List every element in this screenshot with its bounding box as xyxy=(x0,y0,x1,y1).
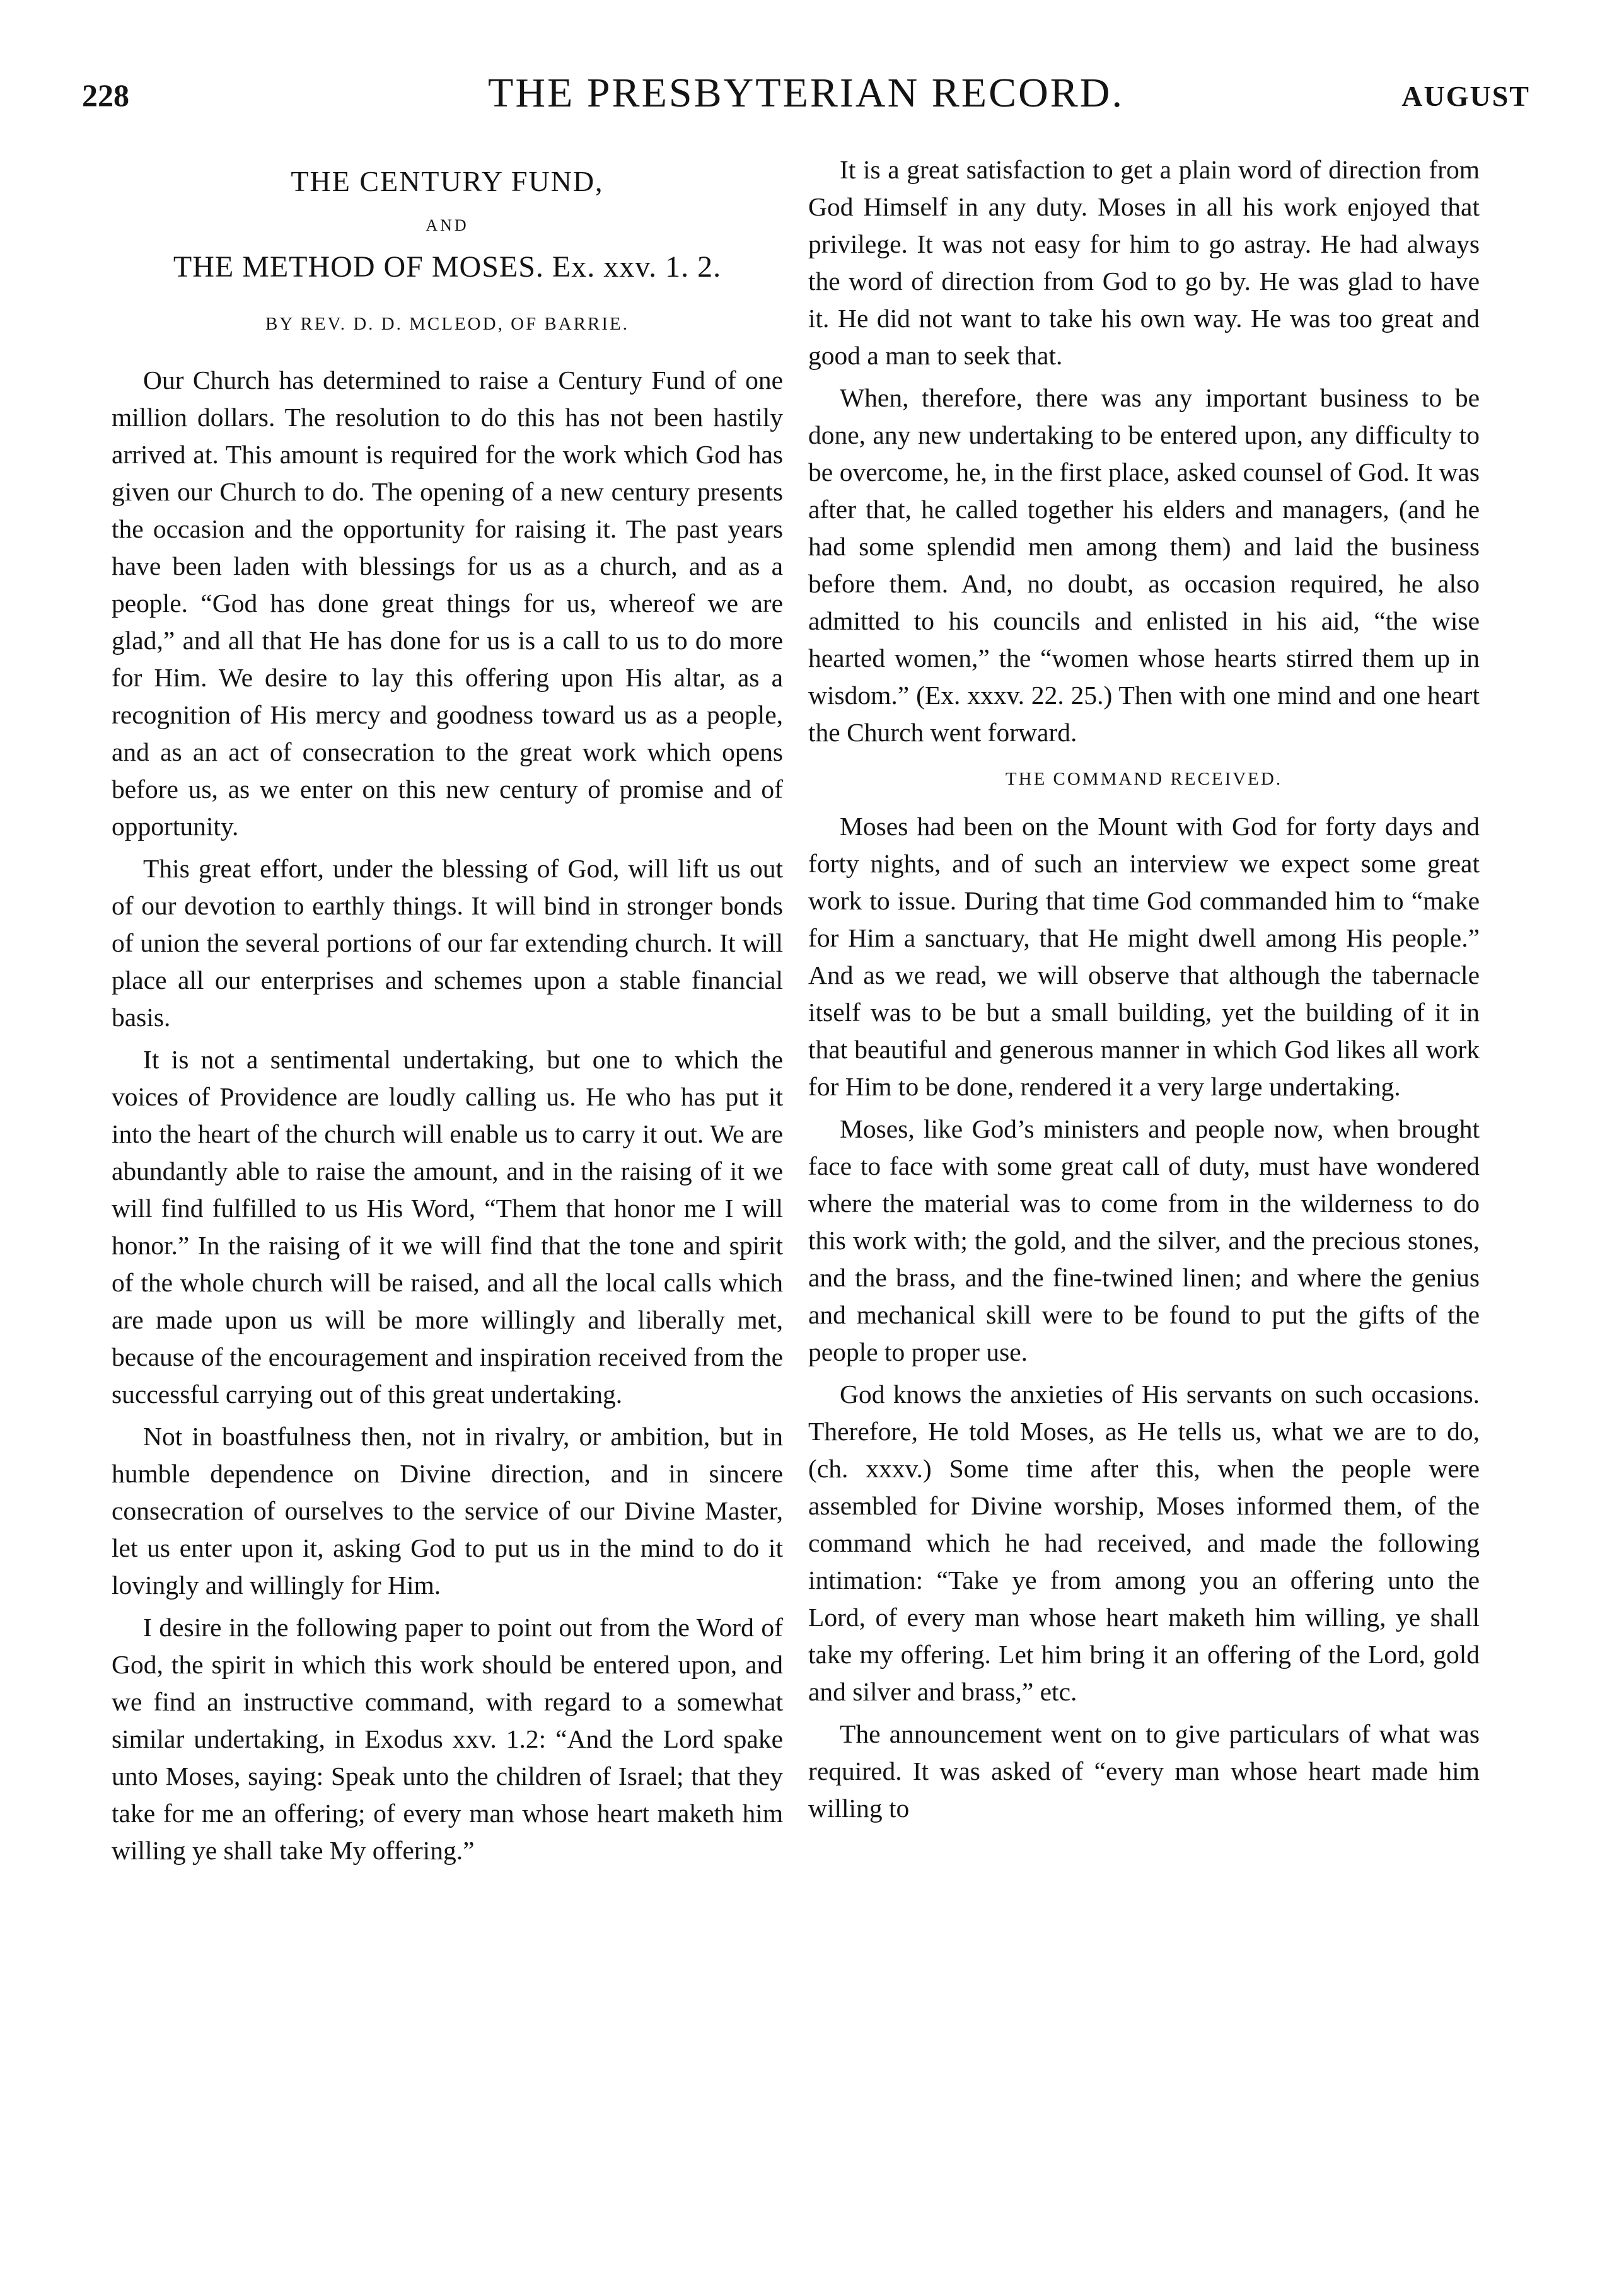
paragraph: When, therefore, there was any important business to be done, any new undertaking to be entered upon, any difficulty to be overcome, he, in the first place, asked counsel of God. It was after that, he called together his elders and managers, (and he had some splendid men among them) and laid the business before them. And, no doubt, as occasion required, he also admitted to his councils and enlisted in his aid, “the wise hearted women,” the “women whose hearts stirred them up in wisdom.” (Ex. xxxv. 22. 25.) Then with one mind and one heart the Church went forward. xyxy=(808,383,1480,747)
section-subheading: THE COMMAND RECEIVED. xyxy=(1005,769,1283,789)
article-title: THE CENTURY FUND, xyxy=(291,165,604,197)
paragraph: Moses, like God’s ministers and people now, when brought face to face with some great call of duty, must have wondered where the material was to come from in the wilderness to do this work with; the gold, and the silver, and the precious stones, and the brass, and the fine-twined linen; and where the genius and mechanical skill were to be found to put the gifts of the people to proper use. xyxy=(808,1114,1480,1366)
issue-month: AUGUST xyxy=(1401,80,1530,112)
article-title-conjunction: AND xyxy=(426,216,469,234)
paragraph: God knows the anxieties of His servants on such occasions. Therefore, He told Moses, as He tells us, what we are to do, (ch. xxxv.) Some time after this, when the people were assembled for Divine worship, Moses informed them, of the command which he had received, and made the following intimation: “Take ye from among you an offering unto the Lord, of every man whose heart maketh him willing, ye shall take my offering. Let him bring it an offering of the Lord, gold and silver and brass,” etc. xyxy=(808,1380,1480,1706)
paragraph: I desire in the following paper to point out from the Word of God, the spirit in which this work should be entered upon, and we find an instructive command, with regard to a somewhat similar undertaking, in Exodus xxv. 1.2: “And the Lord spake unto Moses, saying: Speak unto the children of Israel; that they take for me an offering; of every man whose heart maketh him willing ye shall take My offering.” xyxy=(112,1613,783,1865)
right-column xyxy=(808,151,1480,1832)
paragraph: Moses had been on the Mount with God for forty days and forty nights, and of such an interview we expect some great work to issue. During that time God commanded him to “make for Him a sanctuary, that He might dwell among His people.” And as we read, we will observe that although the tabernacle itself was to be but a small building, yet the building of it in that beautiful and generous manner in which God likes all work for Him to be done, rendered it a very large undertaking. xyxy=(808,812,1480,1101)
article-byline: BY REV. D. D. MCLEOD, OF BARRIE. xyxy=(265,314,629,334)
paragraph: This great effort, under the blessing of God, will lift us out of our devotion to earthly things. It will bind in stronger bonds of union the several portions of our far extending church. It will place all our enterprises and schemes upon a stable financial basis. xyxy=(112,854,783,1032)
paragraph: Our Church has determined to raise a Century Fund of one million dollars. The resolution to do this has not been hastily arrived at. This amount is required for the work which God has given our Church to do. The opening of a new century presents the occasion and the opportunity for raising it. The past years have been laden with blessings for us as a church, and as a people. “God has done great things for us, whereof we are glad,” and all that He has done for us is a call to us to do more for Him. We desire to lay this offering upon His altar, as a recognition of His mercy and goodness toward us as a people, and as an act of consecration to the great work which opens before us, as we enter on this new century of promise and of opportunity. xyxy=(112,366,783,841)
journal-title: THE PRESBYTERIAN RECORD. xyxy=(488,70,1124,116)
article-subtitle: THE METHOD OF MOSES. Ex. xxv. 1. 2. xyxy=(173,250,722,284)
running-header xyxy=(82,69,1530,126)
paragraph: It is not a sentimental undertaking, but one to which the voices of Providence are loudly calling us. He who has put it into the heart of the church will enable us to carry it out. We are abundantly able to raise the amount, and in the raising of it we will find fulfilled to us His Word, “Them that honor me I will honor.” In the raising of it we will find that the tone and spirit of the whole church will be raised, and all the local calls which are made upon us will be more willingly and liberally met, because of the encouragement and inspiration received from the successful carrying out of this great undertaking. xyxy=(112,1045,783,1409)
page-number: 228 xyxy=(82,78,129,113)
paragraph: The announcement went on to give particulars of what was required. It was asked of “every man whose heart made him willing to xyxy=(808,1719,1480,1823)
left-column xyxy=(112,151,783,1874)
paragraph: It is a great satisfaction to get a plain word of direction from God Himself in any duty. Moses in all his work enjoyed that privilege. It was not easy for him to go astray. He had always the word of direction from God to go by. He was glad to have it. He did not want to take his own way. He was too great and good a man to seek that. xyxy=(808,155,1480,370)
paragraph: Not in boastfulness then, not in rivalry, or ambition, but in humble dependence on Divine direction, and in sincere consecration of ourselves to the service of our Divine Master, let us enter upon it, asking God to put us in the mind to do it lovingly and willingly for Him. xyxy=(112,1422,783,1600)
